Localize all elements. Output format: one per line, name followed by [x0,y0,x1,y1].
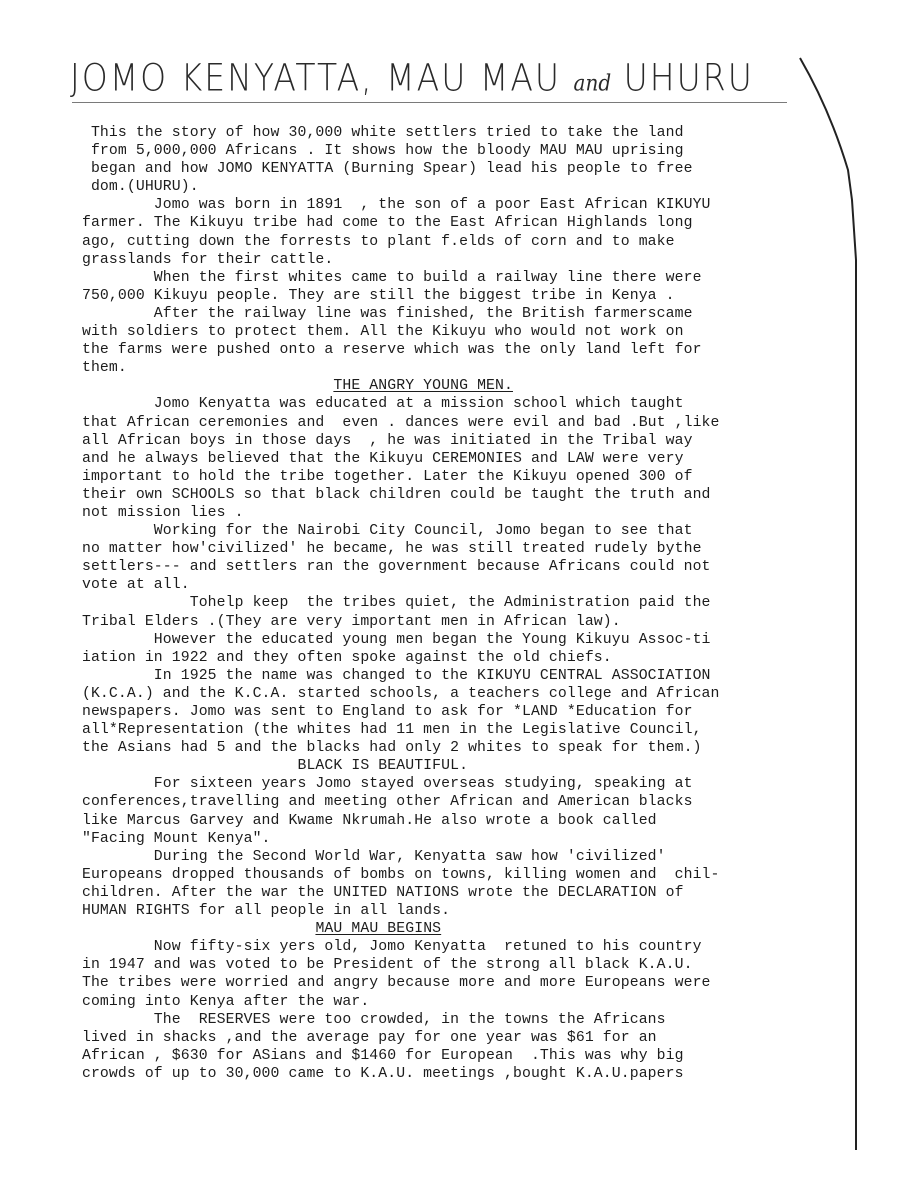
text-line: For sixteen years Jomo stayed overseas studying, speaking at [64,776,693,793]
text-line: When the first whites came to build a railway line there were [64,269,702,286]
text-line: This the story of how 30,000 white settlers tried to take the land [64,125,684,141]
text-line: HUMAN RIGHTS for all people in all lands. [64,903,451,920]
text-line: Jomo was born in 1891 , the son of a poor East African KIKUYU [64,197,711,214]
text-line: crowds of up to 30,000 came to K.A.U. meetings ,bought K.A.U.papers [64,1065,684,1082]
text-line: However the educated young men began the Young Kikuyu Assoc-ti [64,631,711,648]
text-line: all African boys in those days , he was initiated in the Tribal way [64,432,693,449]
text-line: In 1925 the name was changed to the KIKUYU CENTRAL ASSOCIATION [64,667,711,684]
text-line: During the Second World War, Kenyatta saw how 'civilized' [64,848,666,865]
text-line: like Marcus Garvey and Kwame Nkrumah.He also wrote a book called [64,812,657,829]
section-heading: BLACK IS BEAUTIFUL. [64,758,469,775]
body-text [64,124,844,1083]
text-line: Tribal Elders .(They are very important men in African law). [64,613,621,630]
text-line: "Facing Mount Kenya". [64,830,271,847]
text-line: with soldiers to protect them. All the Kikuyu who would not work on [64,324,684,341]
text-line: the Asians had 5 and the blacks had only 2 whites to speak for them.) [64,740,702,757]
text-line: lived in shacks ,and the average pay for one year was $61 for an [64,1029,657,1046]
text-line: African , $630 for ASians and $1460 for European .This was why big [64,1047,684,1064]
text-line: dom.(UHURU). [64,179,199,196]
text-line: The tribes were worried and angry because more and more Europeans were [64,975,711,992]
title-main: JOMO KENYATTA, MAU MAU [70,56,562,100]
text-line: important to hold the tribe together. Later the Kikuyu opened 300 of [64,468,693,485]
text-line: ago, cutting down the forrests to plant f.elds of corn and to make [64,233,675,250]
text-line: Tohelp keep the tribes quiet, the Administration paid the [64,595,711,612]
text-line: 750,000 Kikuyu people. They are still the biggest tribe in Kenya . [64,287,675,304]
text-line: Europeans dropped thousands of bombs on towns, killing women and chil- [64,866,720,883]
text-line: Jomo Kenyatta was educated at a mission school which taught [64,396,684,413]
text-line: conferences,travelling and meeting other African and American blacks [64,794,693,811]
text-line: grasslands for their cattle. [64,251,334,268]
text-line: Now fifty-six yers old, Jomo Kenyatta retuned to his country [64,939,702,956]
text-line: newspapers. Jomo was sent to England to ask for *LAND *Education for [64,704,693,720]
text-line: coming into Kenya after the war. [64,993,370,1010]
text-line: from 5,000,000 Africans . It shows how the bloody MAU MAU uprising [64,143,684,160]
text-line: Working for the Nairobi City Council, Jomo began to see that [64,523,693,540]
text-line: farmer. The Kikuyu tribe had come to the East African Highlands long [64,215,693,232]
section-heading: THE ANGRY YOUNG MEN. [333,378,513,395]
text-line: vote at all. [64,577,190,594]
text-line: not mission lies . [64,504,244,521]
text-line: and he always believed that the Kikuyu CEREMONIES and LAW were very [64,450,684,467]
section-heading: MAU MAU BEGINS [315,921,442,938]
text-line: them. [64,360,127,377]
title-and: and [573,69,612,97]
text-line: no matter how'civilized' he became, he was still treated rudely bythe [64,541,702,558]
text-line: their own SCHOOLS so that black children could be taught the truth and [64,486,711,503]
text-line: all*Representation (the whites had 11 men in the Legislative Council, [64,722,702,739]
title-end: UHURU [623,56,754,100]
text-line: the farms were pushed onto a reserve which was the only land left for [64,342,702,359]
text-line: iation in 1922 and they often spoke against the old chiefs. [64,649,612,666]
text-line: that African ceremonies and even . dances were evil and bad .But ,like [64,414,720,431]
text-line: The RESERVES were too crowded, in the towns the Africans [64,1011,666,1028]
text-line: (K.C.A.) and the K.C.A. started schools, a teachers college and African [64,685,720,702]
text-line: began and how JOMO KENYATTA (Burning Spear) lead his people to free [64,161,693,178]
text-line: settlers--- and settlers ran the government because Africans could not [64,559,711,576]
text-line: After the railway line was finished, the British farmerscame [64,305,693,322]
text-line: children. After the war the UNITED NATIONS wrote the DECLARATION of [64,884,684,901]
text-line: in 1947 and was voted to be President of the strong all black K.A.U. [64,957,693,974]
